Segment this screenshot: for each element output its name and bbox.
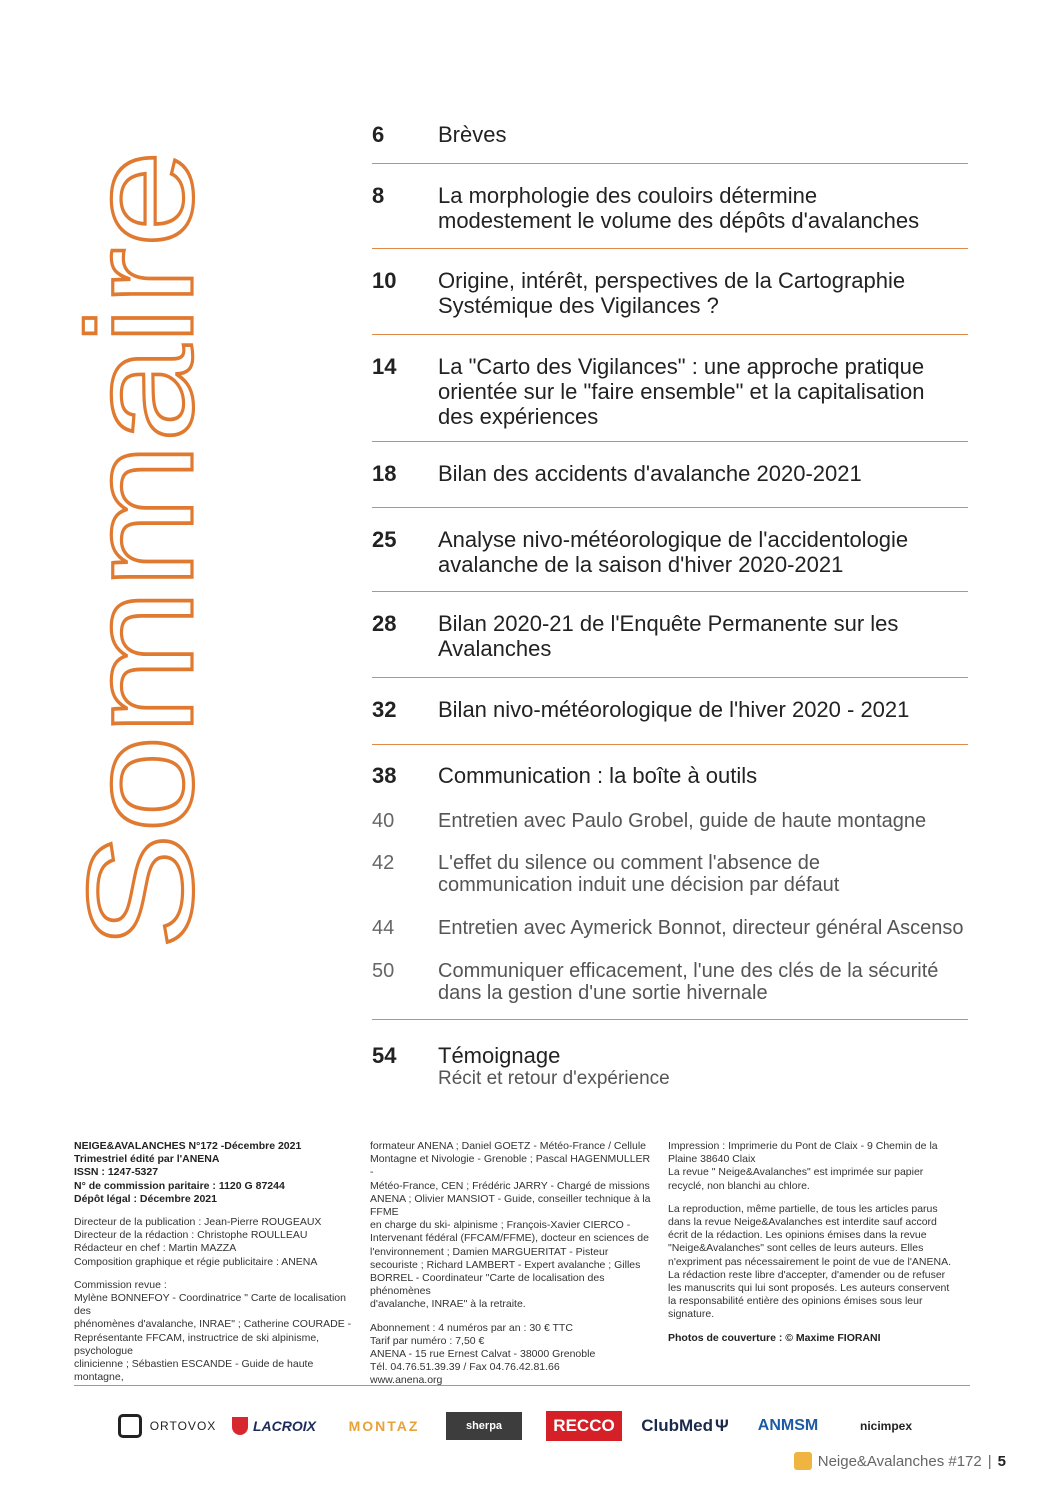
toc-separator (372, 1019, 968, 1020)
credit-line: La revue " Neige&Avalanches" est imprimée sur papier (668, 1166, 924, 1179)
credit-line: La reproduction, même partielle, de tous les articles parus (668, 1202, 938, 1215)
toc-subtitle: Récit et retour d'expérience (438, 1068, 670, 1089)
credit-line: Représentante FFCAM, instructrice de ski alpinisme, psychologue (74, 1331, 320, 1357)
toc-title: Communiquer efficacement, l'une des clés de la sécurité dans la gestion d'une sortie hivernale (438, 960, 939, 1004)
credit-line: les manuscrits qui lui sont proposés. Les auteurs conservent (668, 1282, 950, 1295)
toc-page-number: 28 (372, 611, 397, 636)
toc-page-number: 10 (372, 268, 397, 293)
toc-separator (372, 334, 968, 335)
anena-icon (794, 1452, 812, 1470)
credit-line: NEIGE&AVALANCHES N°172 -Décembre 2021 (74, 1140, 302, 1152)
toc-separator (372, 591, 968, 592)
credit-line: Plaine 38640 Claix (668, 1153, 756, 1166)
credit-line: écrit de la rédaction. Les opinions émises dans la revue (668, 1229, 927, 1242)
toc-separator (372, 677, 968, 678)
credit-line: l'environnement ; Damien MARGUERITAT - Pisteur (370, 1245, 609, 1258)
toc-title: Bilan des accidents d'avalanche 2020-2021 (438, 461, 862, 486)
credit-line: Dépôt légal : Décembre 2021 (74, 1192, 217, 1205)
footer-separator: | (987, 1452, 992, 1470)
toc-separator (372, 507, 968, 508)
toc-title: La morphologie des couloirs détermine modestement le volume des dépôts d'avalanches (438, 183, 920, 233)
credit-line: Mylène BONNEFOY - Coordinatrice " Carte de localisation des (74, 1292, 346, 1318)
toc-separator (372, 248, 968, 249)
credit-line: signature. (668, 1308, 715, 1321)
lacroix-logo: LACROIX (228, 1410, 320, 1442)
toc-page-number: 38 (372, 763, 397, 788)
cover-photo-credit: Photos de couverture : © Maxime FIORANI (668, 1331, 881, 1344)
credit-line: Trimestriel édité par l'ANENA (74, 1153, 220, 1166)
credits-column-3 (668, 1140, 960, 1345)
credit-line: recyclé, non blanchi au chlore. (668, 1179, 810, 1192)
sherpa-logo: sherpa (446, 1412, 522, 1440)
toc-separator (372, 441, 968, 442)
toc-separator (372, 163, 968, 164)
toc-title: Témoignage (438, 1043, 561, 1068)
toc-page-number: 54 (372, 1043, 397, 1068)
credit-line: Montagne et Nivologie - Grenoble ; Pascal HAGENMULLER - (370, 1153, 651, 1179)
page-footer (794, 1452, 1006, 1470)
credit-line: Directeur de la publication : Jean-Pierre ROUGEAUX (74, 1216, 322, 1229)
credit-line: ISSN : 1247-5327 (74, 1166, 159, 1179)
toc-title: L'effet du silence ou comment l'absence de communication induit une décision par défaut (438, 852, 840, 896)
toc-page-number: 6 (372, 122, 385, 147)
credit-line: Météo-France, CEN ; Frédéric JARRY - Chargé de missions (370, 1179, 650, 1192)
credit-line: N° de commission paritaire : 1120 G 87244 (74, 1179, 285, 1192)
credit-line: phénomènes d'avalanche, INRAE" ; Catherine COURADE - (74, 1318, 352, 1331)
credit-line: Intervenant fédéral (FFCAM/FFME), docteur en sciences de (370, 1232, 649, 1245)
credit-line: www.anena.org (370, 1374, 443, 1387)
recco-logo: RECCO (546, 1411, 622, 1441)
credit-line: ANENA ; Olivier MANSIOT - Guide, conseiller technique à la FFME (370, 1192, 651, 1219)
toc-page-number: 25 (372, 527, 397, 552)
montaz-logo: MONTAZ (348, 1418, 420, 1434)
toc-page-number: 14 (372, 354, 397, 379)
credit-line: la responsabilité entière des opinions émises sous leur (668, 1295, 923, 1308)
toc-title: Communication : la boîte à outils (438, 763, 758, 788)
toc-page-number: 42 (372, 852, 395, 874)
anmsm-logo: ANMSM (757, 1417, 819, 1434)
credit-line: Tarif par numéro : 7,50 € (370, 1334, 485, 1347)
credit-line: Tél. 04.76.51.39.39 / Fax 04.76.42.81.66 (370, 1361, 560, 1374)
toc-title: Bilan 2020-21 de l'Enquête Permanente sur les Avalanches (438, 611, 899, 661)
credit-line: n'expriment pas nécessairement le point de vue de l'ANENA. (668, 1255, 951, 1268)
credit-line: clinicienne ; Sébastien ESCANDE - Guide de haute montagne, (74, 1358, 314, 1384)
credit-line: "Neige&Avalanches" sont celles de leurs auteurs. Elles (668, 1242, 924, 1255)
toc-title: Analyse nivo-météorologique de l'accidentologie avalanche de la saison d'hiver 2020-2021 (438, 527, 909, 577)
credit-line: en charge du ski- alpinisme ; François-Xavier CIERCO - (370, 1219, 631, 1232)
credit-line: secouriste ; Richard LAMBERT - Expert avalanche ; Gilles (370, 1258, 641, 1271)
toc-title: Entretien avec Aymerick Bonnot, directeur général Ascenso (438, 917, 964, 939)
credit-line: BORREL - Coordinateur "Carte de localisation des phénomènes (370, 1272, 605, 1298)
nicimpex-logo: nicimpex (859, 1419, 913, 1433)
credit-line: Abonnement : 4 numéros par an : 30 € TTC (370, 1321, 573, 1334)
credit-line: Composition graphique et régie publicitaire : ANENA (74, 1255, 318, 1268)
toc-page-number: 8 (372, 183, 385, 208)
credit-line: Directeur de la rédaction : Christophe ROULLEAU (74, 1229, 308, 1242)
credit-line: dans la revue Neige&Avalanches est interdite sauf accord (668, 1216, 937, 1229)
ortovox-logo: ORTOVOX (112, 1410, 222, 1442)
credit-line: ANENA - 15 rue Ernest Calvat - 38000 Grenoble (370, 1348, 596, 1361)
toc-title: Entretien avec Paulo Grobel, guide de haute montagne (438, 810, 927, 832)
magazine-issue: Neige&Avalanches #172 (817, 1452, 982, 1470)
credit-line: Rédacteur en chef : Martin MAZZA (74, 1242, 237, 1255)
toc-title: La "Carto des Vigilances" : une approche pratique orientée sur le "faire ensemble" et la capitalisation des expériences (438, 354, 925, 429)
credits-column-1 (74, 1140, 364, 1384)
clubmed-logo: ClubMed Ψ (641, 1416, 729, 1435)
credit-line: La rédaction reste libre d'accepter, d'amender ou de refuser (668, 1268, 946, 1281)
toc-title: Bilan nivo-météorologique de l'hiver 2020 - 2021 (438, 697, 910, 722)
credit-line: Impression : Imprimerie du Pont de Claix - 9 Chemin de la (668, 1140, 938, 1152)
toc-page-number: 50 (372, 960, 395, 982)
page-number: 5 (997, 1452, 1006, 1470)
toc-separator (372, 744, 968, 745)
credit-line: Commission revue : (74, 1278, 167, 1291)
toc-page-number: 44 (372, 917, 395, 939)
credits-divider (74, 1385, 970, 1386)
sponsor-logos (112, 1410, 952, 1444)
toc-title: Brèves (438, 122, 507, 147)
toc-page-number: 18 (372, 461, 397, 486)
sommaire-heading (56, 140, 224, 960)
credit-line: formateur ANENA ; Daniel GOETZ - Météo-France / Cellule (370, 1140, 647, 1152)
toc-title: Origine, intérêt, perspectives de la Cartographie Systémique des Vigilances ? (438, 268, 906, 318)
sommaire-heading-text: Sommaire (56, 266, 224, 950)
credits-column-2 (370, 1140, 654, 1388)
credit-line: d'avalanche, INRAE" à la retraite. (370, 1298, 526, 1311)
toc-page-number: 40 (372, 810, 395, 832)
toc-page-number: 32 (372, 697, 397, 722)
